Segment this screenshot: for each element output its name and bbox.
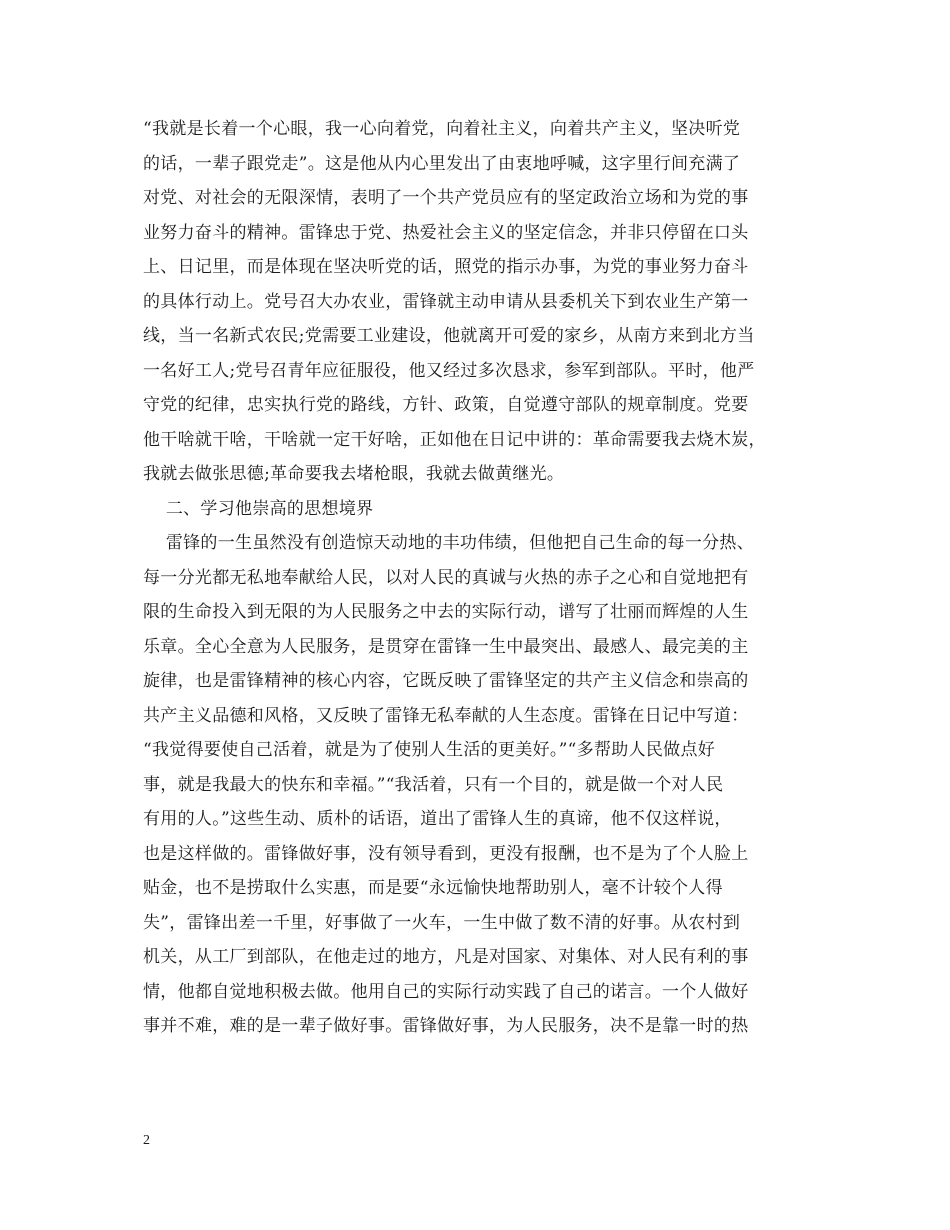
text-line: 上、日记里，而是体现在坚决听党的话，照党的指示办事，为党的事业努力奋斗 bbox=[143, 257, 749, 277]
text-line: 有用的人。”这些生动、质朴的话语，道出了雷锋人生的真谛，他不仅这样说， bbox=[143, 809, 732, 829]
text-line: 情，他都自觉地积极去做。他用自己的实际行动实践了自己的诺言。一个人做好 bbox=[143, 981, 749, 1002]
text-line: “我觉得要使自己活着，就是为了使别人生活的更美好。”“多帮助人民做点好 bbox=[143, 740, 716, 760]
text-line: 二、学习他崇高的思想境界 bbox=[143, 498, 374, 519]
text-line: 守党的纪律，忠实执行党的路线，方针、政策，自觉遵守部队的规章制度。党要 bbox=[143, 395, 749, 415]
body-text bbox=[143, 112, 823, 1044]
text-line: 我就去做张思德;革命要我去堵枪眼，我就去做黄继光。 bbox=[143, 464, 565, 484]
page-number: 2 bbox=[143, 1133, 150, 1148]
text-line: 贴金，也不是捞取什么实惠，而是要“永远愉快地帮助别人，毫不计较个人得 bbox=[143, 878, 723, 898]
text-line: 雷锋的一生虽然没有创造惊天动地的丰功伟绩，但他把自己生命的每一分热、 bbox=[143, 533, 755, 553]
text-line: 的话，一辈子跟党走”。这是他从内心里发出了由衷地呼喊，这字里行间充满了 bbox=[143, 153, 741, 174]
text-line: 每一分光都无私地奉献给人民，以对人民的真诚与火热的赤子之心和自觉地把有 bbox=[143, 567, 749, 588]
text-line: 旋律，也是雷锋精神的核心内容，它既反映了雷锋坚定的共产主义信念和崇高的 bbox=[143, 671, 749, 691]
text-line: 对党、对社会的无限深情，表明了一个共产党员应有的坚定政治立场和为党的事 bbox=[143, 188, 749, 208]
text-line: 乐章。全心全意为人民服务，是贯穿在雷锋一生中最突出、最感人、最完美的主 bbox=[143, 636, 749, 657]
text-line: 事，就是我最大的快东和幸福。”“我活着，只有一个目的，就是做一个对人民 bbox=[143, 774, 724, 795]
text-line: 也是这样做的。雷锋做好事，没有领导看到，更没有报酬，也不是为了个人脸上 bbox=[143, 843, 749, 864]
text-line: “我就是长着一个心眼，我一心向着党，向着社主义，向着共产主义，坚决听党 bbox=[143, 119, 741, 139]
text-line: 事并不难，难的是一辈子做好事。雷锋做好事，为人民服务，决不是靠一时的热 bbox=[143, 1016, 749, 1036]
text-line: 的具体行动上。党号召大办农业，雷锋就主动申请从县委机关下到农业生产第一 bbox=[143, 291, 749, 312]
text-line: 失”，雷锋出差一千里，好事做了一火车，一生中做了数不清的好事。从农村到 bbox=[143, 912, 741, 933]
text-line: 线，当一名新式农民;党需要工业建设，他就离开可爱的家乡，从南方来到北方当 bbox=[143, 326, 755, 346]
text-line: 机关，从工厂到部队，在他走过的地方，凡是对国家、对集体、对人民有利的事 bbox=[143, 947, 749, 967]
text-line: 限的生命投入到无限的为人民服务之中去的实际行动，谱写了壮丽而辉煌的人生 bbox=[143, 602, 749, 622]
text-line: 共产主义品德和风格，又反映了雷锋无私奉献的人生态度。雷锋在日记中写道： bbox=[143, 705, 749, 726]
text-line: 他干啥就干啥，干啥就一定干好啥，正如他在日记中讲的：革命需要我去烧木炭， bbox=[143, 429, 766, 450]
text-line: 业努力奋斗的精神。雷锋忠于党、热爱社会主义的坚定信念，并非只停留在口头 bbox=[143, 222, 749, 243]
text-line: 一名好工人;党号召青年应征服役，他又经过多次恳求，参军到部队。平时，他严 bbox=[143, 360, 755, 381]
